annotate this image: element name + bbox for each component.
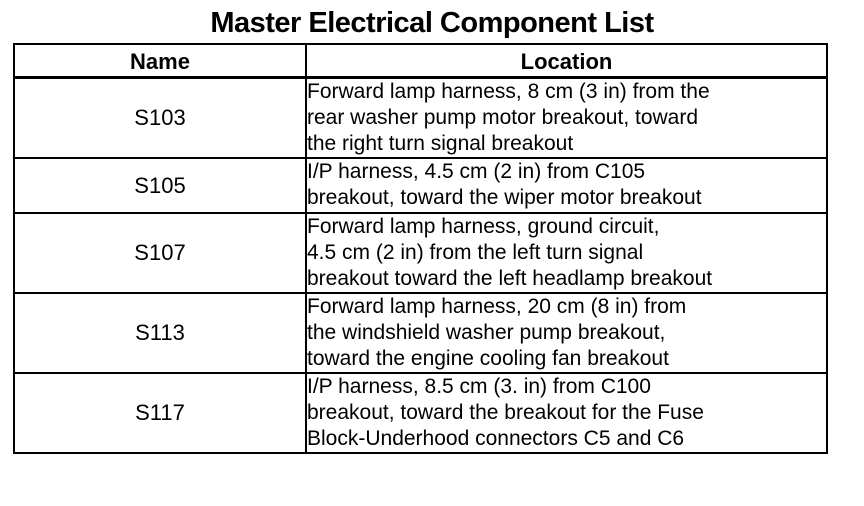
table-row bbox=[14, 373, 827, 453]
location-line: Forward lamp harness, ground circuit, bbox=[307, 215, 660, 238]
component-name: S107 bbox=[14, 213, 306, 293]
column-header-name: Name bbox=[14, 44, 306, 78]
location-line: breakout, toward the wiper motor breakout bbox=[307, 186, 702, 209]
location-line: I/P harness, 4.5 cm (2 in) from C105 bbox=[307, 160, 646, 183]
location-line: Forward lamp harness, 20 cm (8 in) from bbox=[307, 295, 687, 318]
location-line: the right turn signal breakout bbox=[307, 132, 574, 155]
component-name: S113 bbox=[14, 293, 306, 373]
table-row bbox=[14, 213, 827, 293]
component-name: S117 bbox=[14, 373, 306, 453]
location-line: toward the engine cooling fan breakout bbox=[307, 347, 669, 370]
component-name: S105 bbox=[14, 158, 306, 213]
table-row bbox=[14, 78, 827, 159]
location-line: rear washer pump motor breakout, toward bbox=[307, 106, 699, 129]
location-line: 4.5 cm (2 in) from the left turn signal bbox=[307, 241, 644, 264]
location-line: Block-Underhood connectors C5 and C6 bbox=[307, 427, 685, 450]
location-line: Forward lamp harness, 8 cm (3 in) from the bbox=[307, 80, 710, 103]
component-location bbox=[306, 78, 827, 159]
table-row bbox=[14, 158, 827, 213]
component-location bbox=[306, 373, 827, 453]
location-line: breakout, toward the breakout for the Fuse bbox=[307, 401, 704, 424]
component-name: S103 bbox=[14, 78, 306, 159]
page-title: Master Electrical Component List bbox=[210, 7, 654, 39]
location-line: breakout toward the left headlamp breakout bbox=[307, 267, 713, 290]
table-header-row bbox=[14, 44, 827, 78]
component-location bbox=[306, 158, 827, 213]
location-line: the windshield washer pump breakout, bbox=[307, 321, 666, 344]
component-location bbox=[306, 293, 827, 373]
column-header-location: Location bbox=[306, 44, 827, 78]
table-row bbox=[14, 293, 827, 373]
component-location bbox=[306, 213, 827, 293]
location-line: I/P harness, 8.5 cm (3. in) from C100 bbox=[307, 375, 651, 398]
component-table bbox=[13, 43, 828, 454]
